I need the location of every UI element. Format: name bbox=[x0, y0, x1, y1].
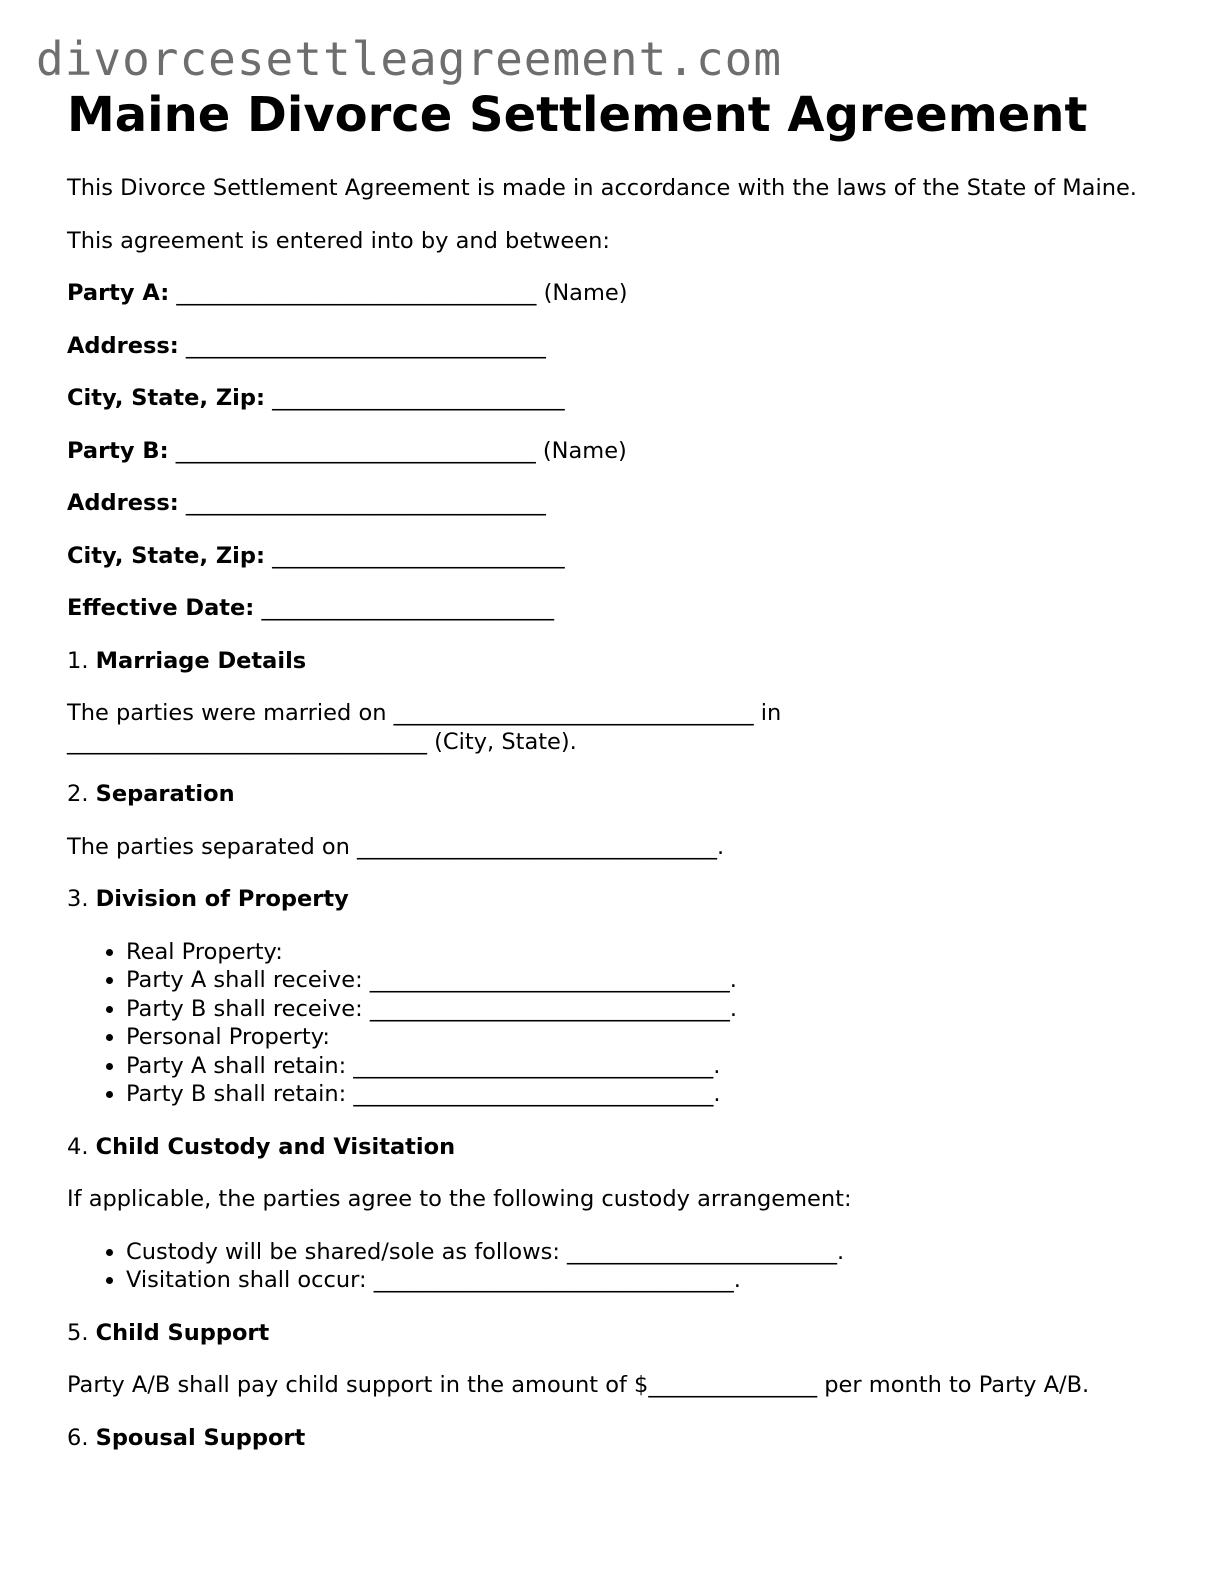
list-item: • Party B shall receive: ________________________________. bbox=[126, 995, 1147, 1024]
section-property-heading bbox=[67, 885, 1147, 914]
section-spousal-support-heading bbox=[67, 1424, 1147, 1453]
custody-list bbox=[67, 1238, 1147, 1295]
party-b-city-field bbox=[67, 542, 1147, 571]
section-custody-heading bbox=[67, 1133, 1147, 1162]
party-a-address-field bbox=[67, 332, 1147, 361]
section-number: 1. bbox=[67, 647, 89, 674]
parties-intro: This agreement is entered into by and between: bbox=[67, 227, 610, 254]
document-body bbox=[67, 86, 1147, 1476]
party-a-city-label: City, State, Zip: bbox=[67, 385, 265, 411]
section-number: 6. bbox=[67, 1424, 89, 1451]
list-item: • Personal Property: bbox=[126, 1023, 1147, 1052]
party-a-label: Party A: bbox=[67, 280, 170, 306]
effective-date-label: Effective Date: bbox=[67, 595, 255, 621]
section-title: Marriage Details bbox=[95, 647, 307, 674]
party-a-blank[interactable]: ________________________________ bbox=[176, 280, 537, 306]
party-a-address-blank[interactable]: ________________________________ bbox=[185, 332, 546, 359]
section-title: Spousal Support bbox=[95, 1424, 306, 1451]
marriage-text: The parties were married on ________________________________ in ________________________________ (City, State). bbox=[67, 700, 782, 755]
section-number: 4. bbox=[67, 1133, 89, 1160]
party-a-city-blank[interactable]: __________________________ bbox=[272, 385, 565, 411]
party-a-city-field bbox=[67, 384, 1147, 413]
party-b-address-blank[interactable]: ________________________________ bbox=[185, 490, 546, 516]
party-b-address-field bbox=[67, 489, 1147, 518]
effective-date-blank[interactable]: __________________________ bbox=[261, 595, 554, 621]
section-title: Child Custody and Visitation bbox=[95, 1133, 456, 1160]
party-a-field bbox=[67, 279, 1147, 308]
section-child-support-heading bbox=[67, 1319, 1147, 1348]
party-b-suffix: (Name) bbox=[542, 437, 627, 464]
section-number: 5. bbox=[67, 1319, 89, 1346]
custody-text: If applicable, the parties agree to the following custody arrangement: bbox=[67, 1186, 852, 1212]
section-title: Division of Property bbox=[95, 886, 349, 912]
intro-paragraph: This Divorce Settlement Agreement is made in accordance with the laws of the State of Maine. bbox=[67, 175, 1137, 201]
list-item: • Party A shall retain: ________________________________. bbox=[126, 1052, 1147, 1081]
party-a-suffix: (Name) bbox=[543, 280, 628, 306]
section-title: Child Support bbox=[95, 1319, 270, 1346]
section-separation-heading bbox=[67, 780, 1147, 809]
list-item: • Visitation shall occur: ________________________________. bbox=[126, 1266, 1147, 1295]
party-b-label: Party B: bbox=[67, 437, 169, 464]
party-a-address-label: Address: bbox=[67, 332, 179, 359]
site-watermark: divorcesettleagreement.com bbox=[36, 32, 783, 86]
list-item: • Custody will be shared/sole as follows: ________________________. bbox=[126, 1238, 1147, 1267]
party-b-field bbox=[67, 437, 1147, 466]
party-b-blank[interactable]: ________________________________ bbox=[175, 437, 536, 464]
effective-date-field bbox=[67, 594, 1147, 623]
separation-text: The parties separated on ________________________________. bbox=[67, 833, 725, 860]
section-number: 2. bbox=[67, 781, 89, 807]
document-title: Maine Divorce Settlement Agreement bbox=[67, 87, 1088, 143]
list-item: • Party A shall receive: ________________________________. bbox=[126, 966, 1147, 995]
party-b-city-label: City, State, Zip: bbox=[67, 542, 265, 569]
section-title: Separation bbox=[95, 781, 235, 807]
list-item: • Party B shall retain: ________________________________. bbox=[126, 1080, 1147, 1109]
child-support-text: Party A/B shall pay child support in the amount of $_______________ per month to Party A/B. bbox=[67, 1372, 1090, 1398]
section-number: 3. bbox=[67, 886, 89, 912]
list-item: • Real Property: bbox=[126, 938, 1147, 967]
property-list bbox=[67, 938, 1147, 1109]
section-marriage-heading bbox=[67, 647, 1147, 676]
party-b-address-label: Address: bbox=[67, 490, 179, 516]
party-b-city-blank[interactable]: __________________________ bbox=[272, 542, 565, 569]
